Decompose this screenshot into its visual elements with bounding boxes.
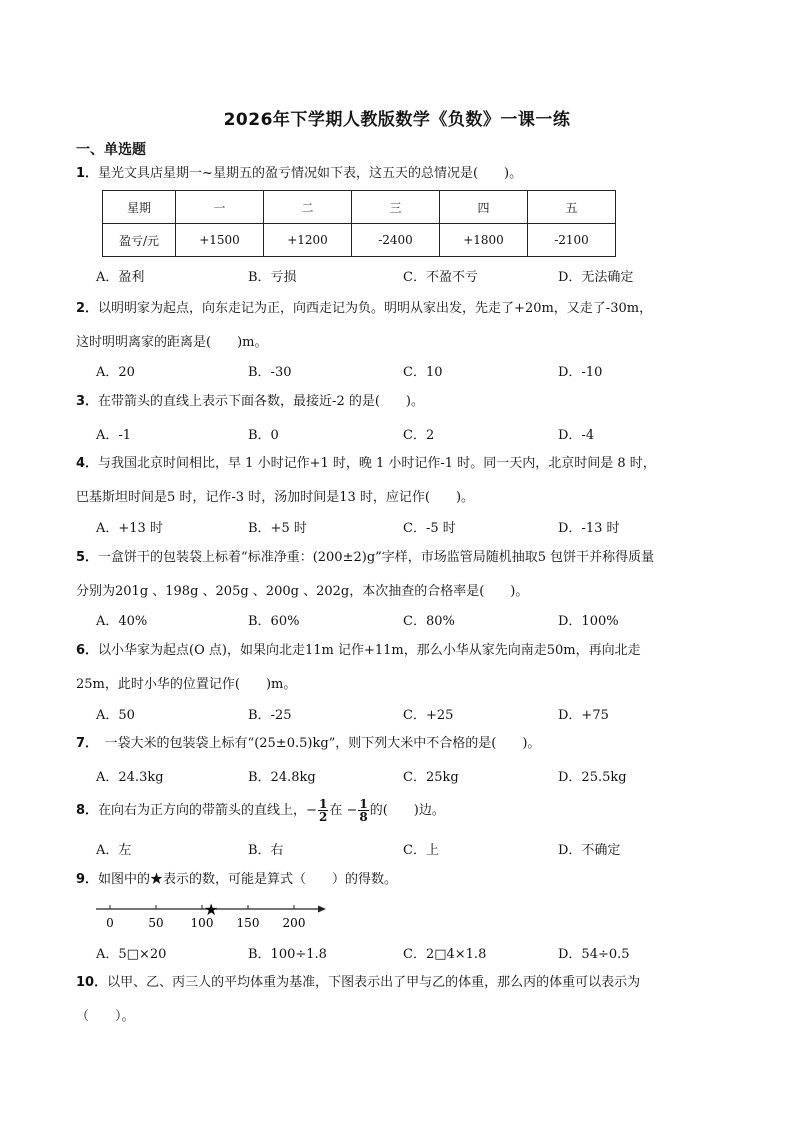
question-8 bbox=[76, 794, 716, 828]
table-row bbox=[103, 191, 616, 224]
options-row bbox=[96, 943, 716, 963]
option-b[interactable]: B．24.8kg bbox=[248, 770, 316, 785]
option-c[interactable]: C．不盈不亏 bbox=[403, 270, 478, 285]
tick-label: 100 bbox=[190, 916, 214, 930]
tick-label: 150 bbox=[236, 916, 260, 930]
question-text: 如图中的★表示的数，可能是算式（ ）的得数。 bbox=[98, 872, 398, 887]
option-a[interactable]: A．5□×20 bbox=[96, 947, 167, 962]
option-a[interactable]: A．24.3kg bbox=[96, 770, 164, 785]
question-6 bbox=[76, 634, 716, 702]
option-b[interactable]: B．60% bbox=[248, 614, 300, 629]
question-text-line2: 25m，此时小华的位置记作( )m。 bbox=[76, 677, 297, 692]
option-b[interactable]: B．-30 bbox=[248, 365, 292, 380]
option-a[interactable]: A．+13 时 bbox=[96, 521, 163, 536]
option-a[interactable]: A．50 bbox=[96, 708, 135, 723]
question-text-line2: （ ）。 bbox=[76, 1009, 135, 1024]
option-b[interactable]: B．100÷1.8 bbox=[248, 947, 327, 962]
option-c[interactable]: C．2□4×1.8 bbox=[403, 947, 487, 962]
option-c[interactable]: C．10 bbox=[403, 365, 443, 380]
option-c[interactable]: C．+25 bbox=[403, 708, 454, 723]
question-4 bbox=[76, 447, 716, 515]
minus-sign: − bbox=[306, 803, 317, 818]
question-number: 2． bbox=[76, 301, 99, 316]
question-3 bbox=[76, 385, 716, 419]
question-2 bbox=[76, 292, 716, 360]
question-text-line1: 与我国北京时间相比，早 1 小时记作+1 时，晚 1 小时记作-1 时。同一天内，北京时间是 8 时， bbox=[98, 456, 656, 471]
page-title: 2026年下学期人教版数学《负数》一课一练 bbox=[223, 110, 571, 130]
question-text: 在带箭头的直线上表示下面各数，最接近-2 的是( )。 bbox=[98, 394, 424, 409]
option-d[interactable]: D．无法确定 bbox=[558, 270, 634, 285]
option-c[interactable]: C．上 bbox=[403, 843, 439, 858]
fraction-denominator: 8 bbox=[359, 810, 368, 824]
options-row bbox=[96, 704, 716, 724]
fraction-one-eighth bbox=[358, 798, 368, 823]
table-cell: 四 bbox=[440, 191, 528, 224]
option-b[interactable]: B．-25 bbox=[248, 708, 292, 723]
option-d[interactable]: D．54÷0.5 bbox=[558, 947, 630, 962]
options-row bbox=[96, 424, 716, 444]
profit-table bbox=[102, 190, 616, 257]
option-c[interactable]: C．2 bbox=[403, 428, 435, 443]
table-row bbox=[103, 224, 616, 257]
question-text-line1: 以甲、乙、丙三人的平均体重为基准，下图表示出了甲与乙的体重，那么丙的体重可以表示为 bbox=[107, 975, 641, 990]
table-cell: 三 bbox=[352, 191, 440, 224]
fraction-numerator: 1 bbox=[359, 797, 368, 811]
question-number: 10． bbox=[76, 975, 108, 990]
question-text-line1: 一盒饼干的包装袋上标着“标准净重：(200±2)g”字样，市场监管局随机抽取5 包饼干并称得质量 bbox=[98, 550, 655, 565]
question-7 bbox=[76, 727, 716, 761]
question-number: 6． bbox=[76, 643, 99, 658]
options-row bbox=[96, 839, 716, 859]
section-heading: 一、单选题 bbox=[76, 142, 146, 158]
question-text-line2: 这时明明离家的距离是( )m。 bbox=[76, 335, 268, 350]
fraction-one-half bbox=[318, 798, 328, 823]
options-row bbox=[96, 361, 716, 381]
question-text-line2: 分别为201g 、198g 、205g 、200g 、202g，本次抽查的合格率是( )。 bbox=[76, 584, 529, 599]
table-cell: +1500 bbox=[176, 224, 264, 257]
star-icon: ★ bbox=[204, 900, 219, 919]
table-cell: 二 bbox=[264, 191, 352, 224]
table-cell: 一 bbox=[176, 191, 264, 224]
question-text-line1: 以明明家为起点，向东走记为正，向西走记为负。明明从家出发，先走了+20m，又走了-30m， bbox=[98, 301, 653, 316]
table-cell: 五 bbox=[528, 191, 616, 224]
option-c[interactable]: C．80% bbox=[403, 614, 455, 629]
question-text-line2: 巴基斯坦时间是5 时，记作-3 时，汤加时间是13 时，应记作( )。 bbox=[76, 490, 475, 505]
options-row bbox=[96, 610, 716, 630]
option-d[interactable]: D．-10 bbox=[558, 365, 603, 380]
question-number: 9． bbox=[76, 872, 99, 887]
option-a[interactable]: A．盈利 bbox=[96, 270, 145, 285]
question-number: 1． bbox=[76, 166, 99, 181]
minus-sign: − bbox=[346, 803, 358, 818]
option-b[interactable]: B．+5 时 bbox=[248, 521, 307, 536]
arrow-head-icon bbox=[318, 906, 326, 913]
question-5 bbox=[76, 541, 716, 609]
question-number: 5． bbox=[76, 550, 99, 565]
fraction-denominator: 2 bbox=[318, 810, 328, 824]
options-row bbox=[96, 266, 716, 286]
question-number: 3． bbox=[76, 394, 99, 409]
option-d[interactable]: D．不确定 bbox=[558, 843, 621, 858]
options-row bbox=[96, 517, 716, 537]
tick-label: 50 bbox=[148, 916, 164, 930]
option-a[interactable]: A．20 bbox=[96, 365, 135, 380]
table-cell: 盈亏/元 bbox=[103, 224, 176, 257]
option-d[interactable]: D．-13 时 bbox=[558, 521, 620, 536]
option-c[interactable]: C．-5 时 bbox=[403, 521, 456, 536]
question-10 bbox=[76, 966, 716, 1034]
option-d[interactable]: D．100% bbox=[558, 614, 619, 629]
option-d[interactable]: D．25.5kg bbox=[558, 770, 627, 785]
question-9 bbox=[76, 863, 716, 897]
option-b[interactable]: B．亏损 bbox=[248, 270, 297, 285]
tick-label: 0 bbox=[106, 916, 114, 930]
question-number: 8． bbox=[76, 803, 99, 818]
option-b[interactable]: B．0 bbox=[248, 428, 279, 443]
table-cell: -2100 bbox=[528, 224, 616, 257]
option-d[interactable]: D．-4 bbox=[558, 428, 595, 443]
number-line-figure bbox=[94, 896, 334, 930]
table-cell: +1800 bbox=[440, 224, 528, 257]
question-text-c: 的( )边。 bbox=[369, 803, 445, 818]
question-text-b: 在 bbox=[329, 803, 347, 818]
table-cell: -2400 bbox=[352, 224, 440, 257]
question-text: 星光文具店星期一~星期五的盈亏情况如下表，这五天的总情况是( )。 bbox=[98, 166, 523, 181]
option-b[interactable]: B．右 bbox=[248, 843, 284, 858]
question-1 bbox=[76, 157, 716, 191]
table-cell: 星期 bbox=[103, 191, 176, 224]
tick-label: 200 bbox=[282, 916, 306, 930]
table-cell: +1200 bbox=[264, 224, 352, 257]
question-number: 4． bbox=[76, 456, 99, 471]
option-d[interactable]: D．+75 bbox=[558, 708, 609, 723]
option-a[interactable]: A．左 bbox=[96, 843, 132, 858]
option-a[interactable]: A．-1 bbox=[96, 428, 132, 443]
option-a[interactable]: A．40% bbox=[96, 614, 148, 629]
fraction-numerator: 1 bbox=[318, 797, 328, 811]
question-text-line1: 以小华家为起点(O 点)，如果向北走11m 记作+11m，那么小华从家先向南走50m，再向北走 bbox=[98, 643, 641, 658]
question-text-a: 在向右为正方向的带箭头的直线上， bbox=[98, 803, 307, 818]
option-c[interactable]: C．25kg bbox=[403, 770, 459, 785]
options-row bbox=[96, 766, 716, 786]
question-number: 7． bbox=[76, 736, 92, 751]
question-text: 一袋大米的包装袋上标有“(25±0.5)kg”，则下列大米中不合格的是( )。 bbox=[91, 736, 541, 751]
